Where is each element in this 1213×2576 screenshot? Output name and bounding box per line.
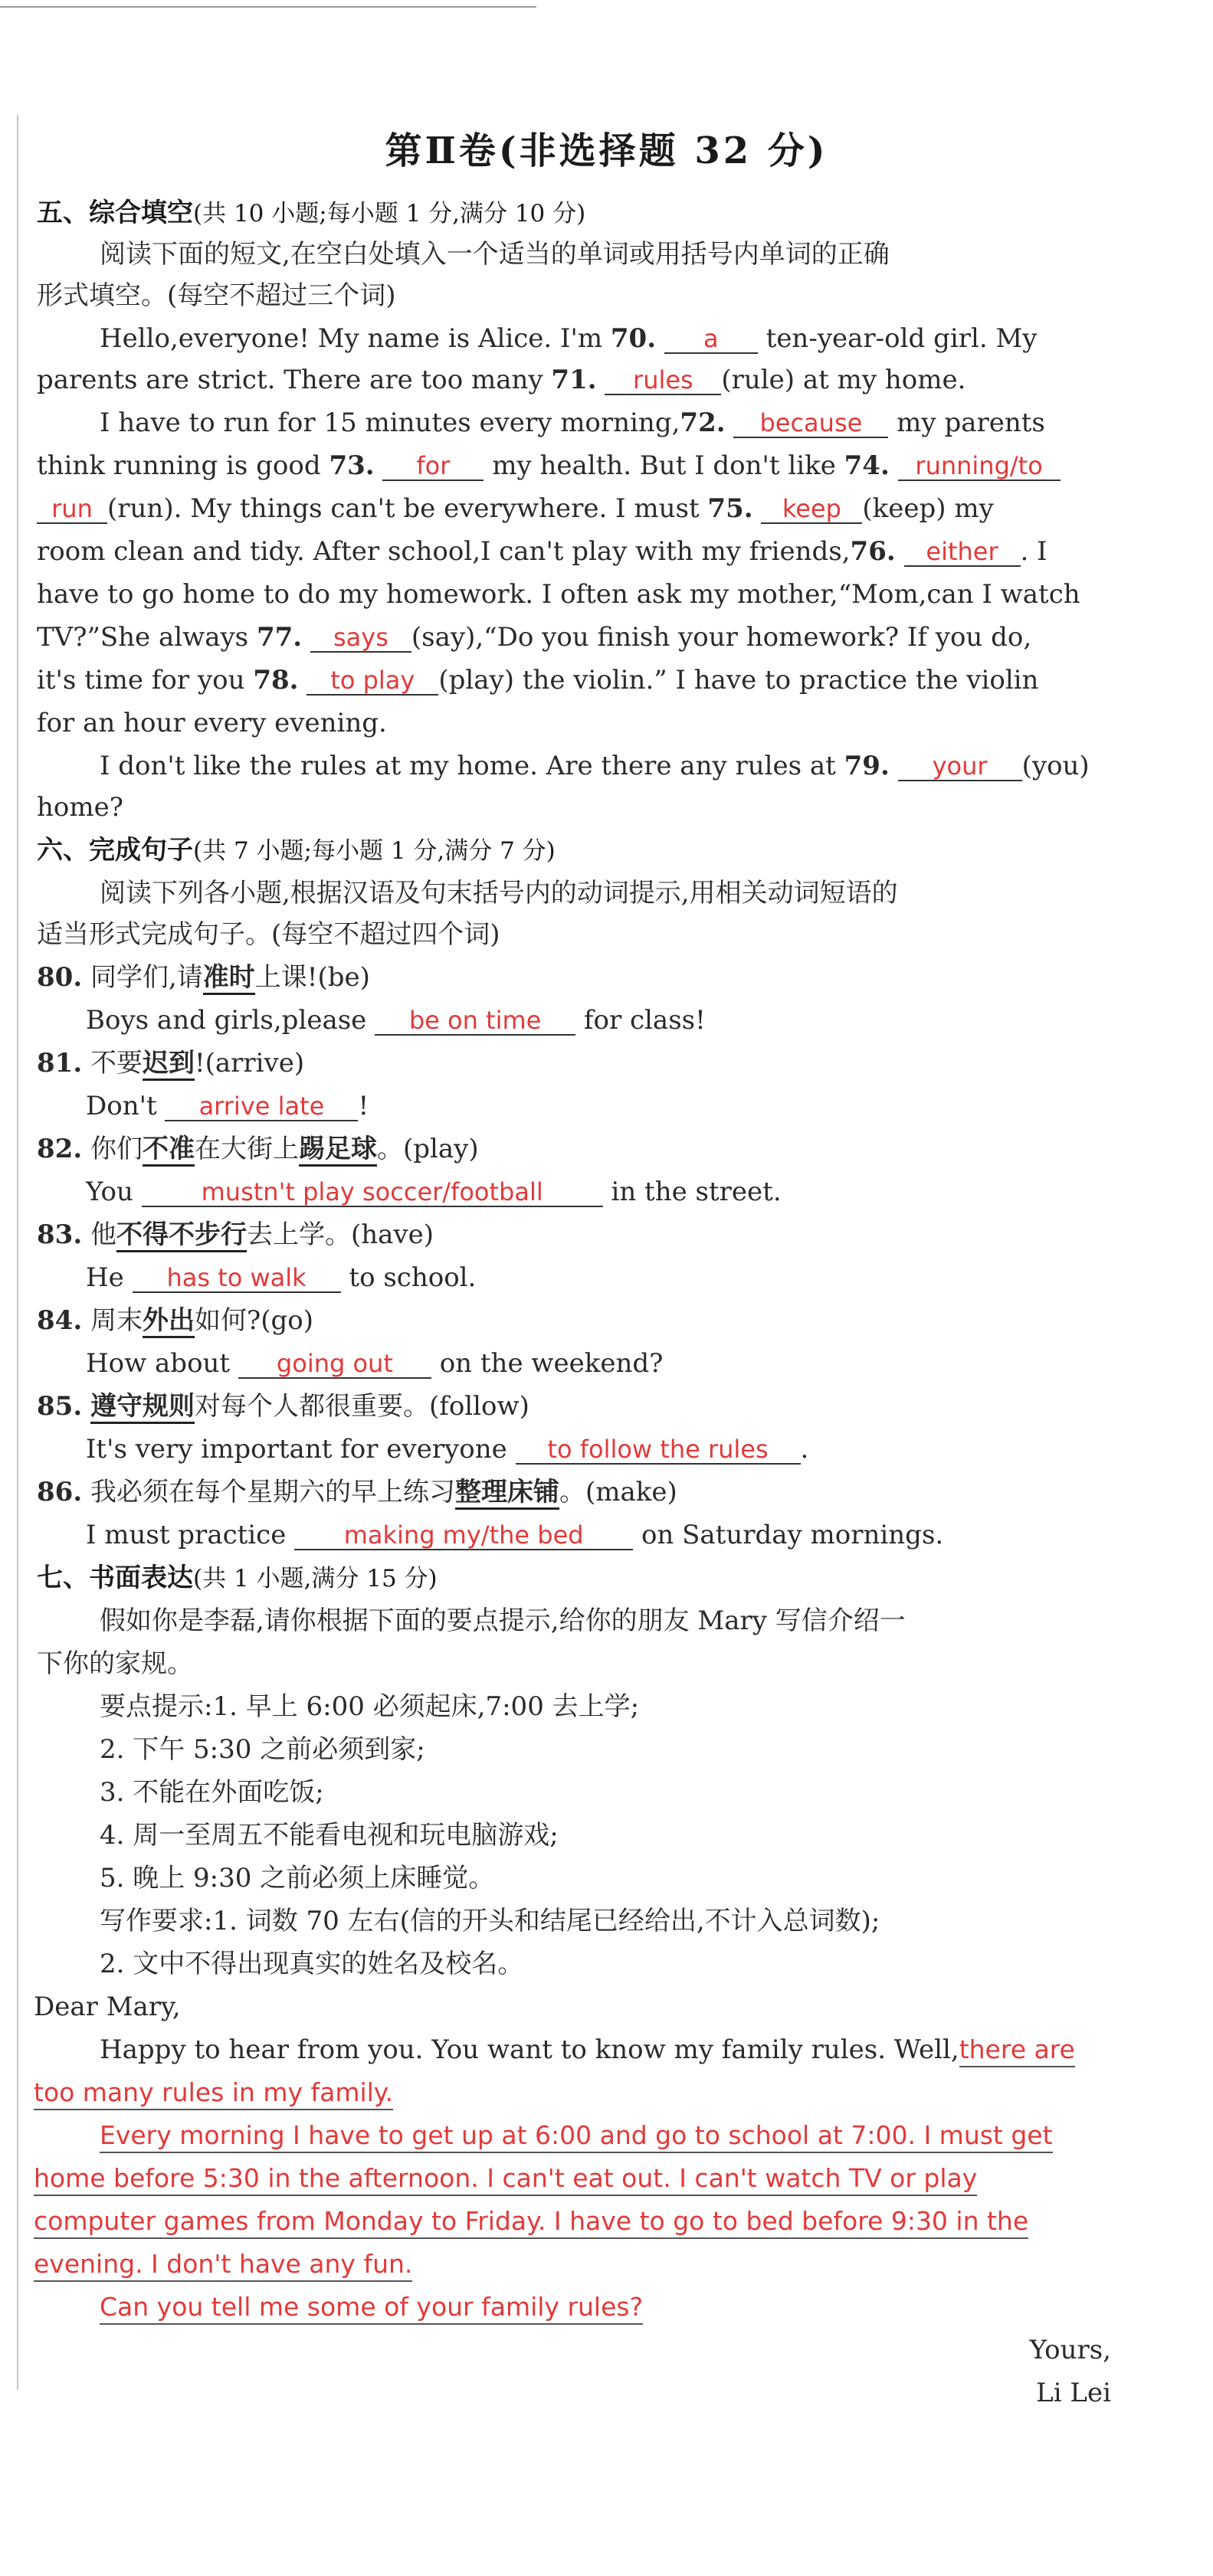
passage-line: I have to run for 15 minutes every morning,72. because my parents — [100, 408, 1045, 438]
answer-blank-76: either — [904, 538, 1021, 567]
letter-answer-line: evening. I don't have any fun. — [34, 2249, 1114, 2280]
answer-blank-72: because — [733, 409, 888, 438]
question-81-cn: 81. 不要迟到!(arrive) — [37, 1048, 1117, 1079]
letter-closing: Yours, — [1029, 2335, 1111, 2365]
passage-line: parents are strict. There are too many 71. rules (rule) at my home. — [37, 365, 966, 395]
passage-line: TV?”She always 77. says (say),“Do you finish your homework? If you do, — [37, 622, 1032, 653]
section5-instruction: 形式填空。(每空不超过三个词) — [37, 280, 396, 311]
letter-salutation: Dear Mary, — [34, 1992, 181, 2022]
answer-blank-85: to follow the rules — [516, 1435, 801, 1465]
question-83-en: He has to walk to school. — [86, 1262, 477, 1293]
question-86-cn: 86. 我必须在每个星期六的早上练习整理床铺。(make) — [37, 1477, 1117, 1507]
answer-blank-70: a — [664, 325, 758, 354]
passage-line: I don't like the rules at my home. Are there any rules at 79. your (you) — [100, 751, 1090, 781]
letter-given-text: Happy to hear from you. You want to know my family rules. Well,there are — [100, 2034, 1180, 2065]
writing-prompt: 下你的家规。 — [37, 1648, 193, 1679]
passage-line: home? — [37, 792, 123, 823]
section5-instruction: 阅读下面的短文,在空白处填入一个适当的单词或用括号内单词的正确 — [100, 239, 890, 270]
writing-point: 4. 周一至周五不能看电视和玩电脑游戏; — [100, 1820, 559, 1851]
passage-line: for an hour every evening. — [37, 708, 387, 738]
answer-blank-71: rules — [605, 366, 721, 395]
question-85-cn: 85. 遵守规则对每个人都很重要。(follow) — [37, 1391, 1117, 1422]
answer-blank-84: going out — [238, 1350, 431, 1379]
section6-heading: 六、完成句子(共 7 小题;每小题 1 分,满分 7 分) — [37, 835, 556, 866]
question-84-cn: 84. 周末外出如何?(go) — [37, 1305, 1117, 1336]
writing-point: 5. 晚上 9:30 之前必须上床睡觉。 — [100, 1863, 495, 1894]
answer-blank-74: running/to — [898, 452, 1061, 481]
section5-heading: 五、综合填空(共 10 小题;每小题 1 分,满分 10 分) — [37, 198, 586, 228]
section6-instruction: 阅读下列各小题,根据汉语及句末括号内的动词提示,用相关动词短语的 — [100, 878, 898, 908]
answer-blank-80: be on time — [375, 1007, 575, 1036]
answer-blank-79: your — [898, 752, 1022, 781]
answer-blank-78: to play — [307, 666, 438, 696]
passage-line: run (run). My things can't be everywhere. I must 75. keep (keep) my — [37, 493, 1117, 524]
writing-point: 3. 不能在外面吃饭; — [100, 1777, 324, 1808]
question-84-en: How about going out on the weekend? — [86, 1348, 664, 1379]
answer-blank-75: keep — [761, 495, 862, 524]
answer-blank-83: has to walk — [133, 1264, 341, 1293]
letter-signature: Li Lei — [1036, 2378, 1111, 2408]
page-title: 第Ⅱ卷(非选择题 32 分) — [385, 129, 828, 172]
letter-answer-line: Can you tell me some of your family rules? — [100, 2292, 1180, 2322]
passage-line: think running is good 73. for my health. But I don't like 74. running/to — [37, 450, 1117, 481]
question-86-en: I must practice making my/the bed on Saturday mornings. — [86, 1520, 944, 1550]
question-80-en: Boys and girls,please be on time for class! — [86, 1005, 706, 1036]
letter-answer-line: Every morning I have to get up at 6:00 and go to school at 7:00. I must get — [100, 2120, 1180, 2151]
answer-blank-86: making my/the bed — [294, 1521, 633, 1550]
answer-blank-74-cont: run — [37, 495, 107, 524]
section7-heading: 七、书面表达(共 1 小题,满分 15 分) — [37, 1563, 438, 1593]
writing-requirement: 2. 文中不得出现真实的姓名及校名。 — [100, 1949, 524, 1979]
letter-answer-line: home before 5:30 in the afternoon. I can't eat out. I can't watch TV or play — [34, 2163, 1114, 2194]
writing-point: 2. 下午 5:30 之前必须到家; — [100, 1734, 425, 1765]
passage-line: have to go home to do my homework. I often ask my mother,“Mom,can I watch — [37, 579, 1080, 610]
section6-instruction: 适当形式完成句子。(每空不超过四个词) — [37, 919, 500, 950]
question-82-cn: 82. 你们不准在大街上踢足球。(play) — [37, 1134, 1117, 1164]
letter-answer: there are — [959, 2034, 1075, 2067]
question-83-cn: 83. 他不得不步行去上学。(have) — [37, 1219, 1117, 1250]
answer-blank-82: mustn't play soccer/football — [142, 1178, 603, 1207]
letter-answer-line: computer games from Monday to Friday. I have to go to bed before 9:30 in the — [34, 2206, 1114, 2237]
passage-line: room clean and tidy. After school,I can't play with my friends,76. either . I — [37, 536, 1047, 567]
question-85-en: It's very important for everyone to follow the rules . — [86, 1434, 809, 1465]
question-80-cn: 80. 同学们,请准时上课!(be) — [37, 962, 1117, 993]
answer-blank-81: arrive late — [165, 1092, 358, 1121]
passage-line: Hello,everyone! My name is Alice. I'm 70. a ten-year-old girl. My — [100, 323, 1038, 354]
answer-blank-77: says — [310, 624, 411, 653]
passage-line: it's time for you 78. to play (play) the violin.” I have to practice the violin — [37, 665, 1039, 696]
question-81-en: Don't arrive late ! — [86, 1091, 369, 1121]
question-82-en: You mustn't play soccer/football in the street. — [86, 1177, 782, 1207]
writing-prompt: 假如你是李磊,请你根据下面的要点提示,给你的朋友 Mary 写信介绍一 — [100, 1605, 906, 1636]
letter-answer-line: too many rules in my family. — [34, 2077, 1114, 2108]
writing-point: 要点提示:1. 早上 6:00 必须起床,7:00 去上学; — [100, 1691, 640, 1722]
answer-blank-73: for — [382, 452, 484, 481]
writing-requirement: 写作要求:1. 词数 70 左右(信的开头和结尾已经给出,不计入总词数); — [100, 1906, 880, 1936]
